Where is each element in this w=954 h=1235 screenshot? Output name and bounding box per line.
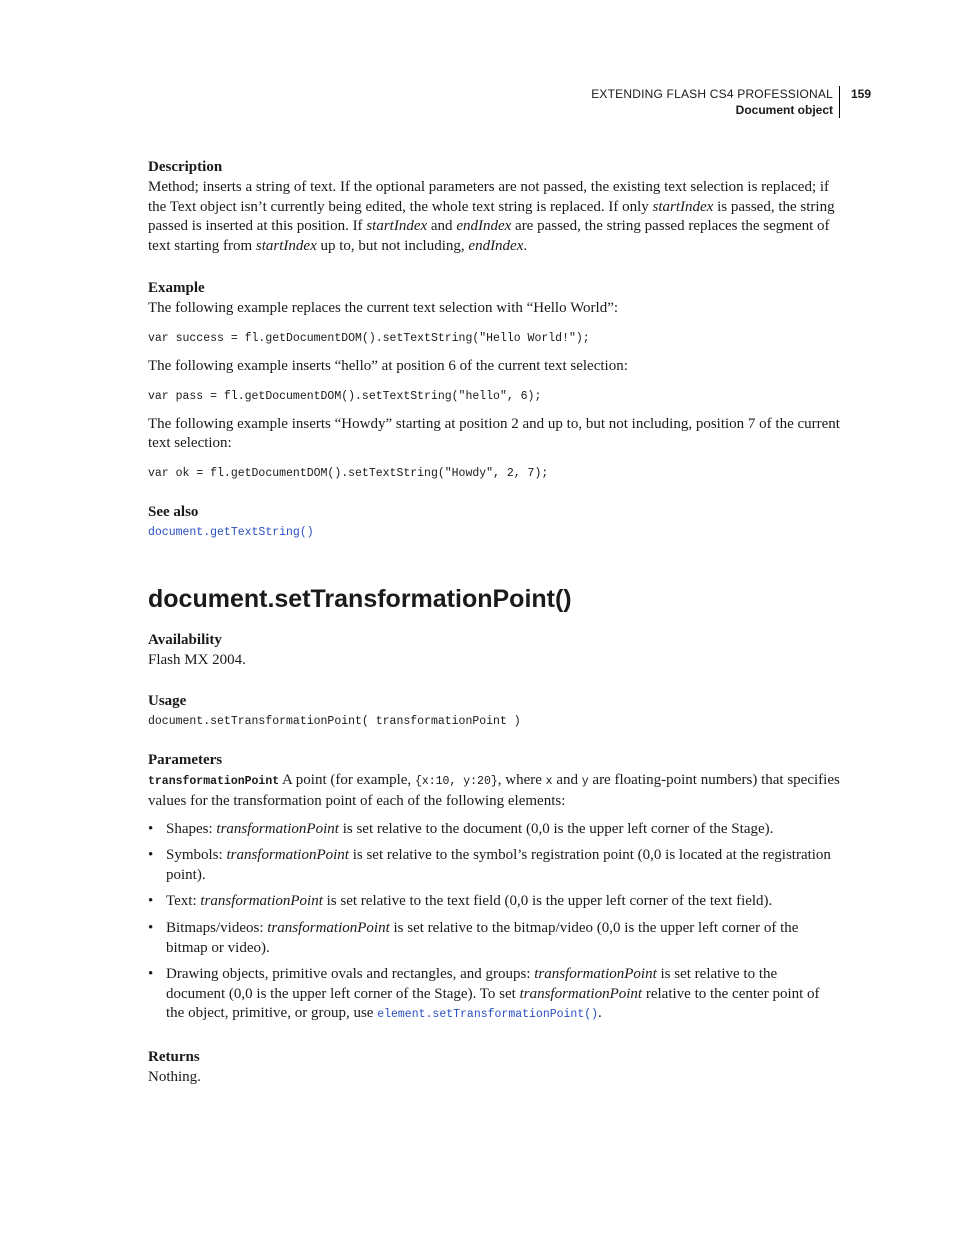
list-item-rest: is set relative to the text field (0,0 is the upper left corner of the text field). xyxy=(322,893,773,910)
list-item-end: . xyxy=(598,1005,602,1022)
header-title: EXTENDING FLASH CS4 PROFESSIONAL xyxy=(591,87,833,101)
list-item-lead: Symbols: xyxy=(166,847,227,864)
param-start-index: startIndex xyxy=(652,198,714,215)
list-item-rest-2: relative to the center point of the object, primitive, or group, use xyxy=(166,985,820,1022)
see-also-link[interactable]: document.getTextString() xyxy=(148,525,314,539)
param-text-2: , where xyxy=(497,772,546,789)
list-item-rest: is set relative to the symbol’s registration point (0,0 is located at the registration point). xyxy=(166,847,831,883)
param-text-3: and xyxy=(552,772,582,789)
list-item-lead: Text: xyxy=(166,893,201,910)
parameters-heading: Parameters xyxy=(148,752,223,769)
example-intro-1: The following example replaces the current text selection with “Hello World”: xyxy=(148,300,619,317)
list-item-lead: Shapes: xyxy=(166,820,217,837)
description-text-2: is passed, the string passed is inserted at this position. If xyxy=(148,198,835,235)
parameters-text xyxy=(148,771,840,811)
example-intro-2: The following example inserts “hello” at position 6 of the current text selection: xyxy=(148,357,628,374)
header-section: Document object xyxy=(735,103,833,117)
param-italic: transformationPoint xyxy=(226,847,349,864)
returns-heading: Returns xyxy=(148,1048,200,1065)
param-start-index: startIndex xyxy=(366,218,428,235)
bullet-mark: • xyxy=(148,919,154,936)
see-also-heading: See also xyxy=(148,503,199,520)
list-item-rest: is set relative to the bitmap/video (0,0 is the upper left corner of the bitmap or video). xyxy=(166,919,799,956)
list-item-shapes xyxy=(148,820,840,840)
description-text xyxy=(148,178,840,256)
running-header xyxy=(591,86,840,118)
page-content xyxy=(148,157,840,1087)
list-item-bitmaps xyxy=(148,919,840,958)
description-text-6: . xyxy=(523,237,528,254)
list-item-lead: Drawing objects, primitive ovals and rectangles, and groups: xyxy=(166,966,535,983)
param-x-code: x xyxy=(545,775,553,789)
description-text-1: Method; inserts a string of text. If the optional parameters are not passed, the existing text selection is replaced; if the Text object isn’t currently being edited, the whole text string is replaced. If only xyxy=(148,179,830,215)
param-example-code: {x:10, y:20} xyxy=(414,775,498,789)
list-item-drawing-objects xyxy=(148,965,840,1025)
list-item-rest: is set relative to the document (0,0 is the upper left corner of the Stage). xyxy=(338,820,774,837)
element-list xyxy=(148,820,840,1025)
param-start-index: startIndex xyxy=(255,237,317,254)
description-text-3: and xyxy=(427,218,457,235)
description-heading: Description xyxy=(148,159,223,175)
param-italic: transformationPoint xyxy=(534,966,657,983)
availability-heading: Availability xyxy=(148,631,222,648)
list-item-symbols xyxy=(148,846,840,885)
method-title: document.setTransformationPoint() xyxy=(148,584,572,613)
param-end-index: endIndex xyxy=(468,237,524,254)
code-example-1: var success = fl.getDocumentDOM().setTextString("Hello World!"); xyxy=(148,331,590,345)
page-number: 159 xyxy=(851,87,872,101)
param-italic: transformationPoint xyxy=(267,919,390,936)
availability-text: Flash MX 2004. xyxy=(148,651,246,668)
param-text-4: are floating-point numbers) that specifies values for the transformation point of each of the following elements: xyxy=(148,772,840,809)
bullet-mark: • xyxy=(148,820,154,837)
example-intro-3: The following example inserts “Howdy” starting at position 2 and up to, but not including, position 7 of the current text selection: xyxy=(148,415,840,452)
bullet-mark: • xyxy=(148,893,154,910)
bullet-mark: • xyxy=(148,966,154,983)
bullet-mark: • xyxy=(148,847,154,864)
param-name: transformationPoint xyxy=(148,775,280,789)
list-item-lead: Bitmaps/videos: xyxy=(166,919,268,936)
code-example-3: var ok = fl.getDocumentDOM().setTextString("Howdy", 2, 7); xyxy=(148,466,549,480)
element-set-transformation-point-link[interactable]: element.setTransformationPoint() xyxy=(377,1008,599,1022)
code-example-2: var pass = fl.getDocumentDOM().setTextString("hello", 6); xyxy=(148,389,542,403)
usage-code: document.setTransformationPoint( transformationPoint ) xyxy=(148,715,521,729)
usage-heading: Usage xyxy=(148,693,187,710)
param-italic: transformationPoint xyxy=(216,820,339,837)
param-end-index: endIndex xyxy=(456,218,512,235)
param-italic: transformationPoint xyxy=(519,985,643,1002)
param-y-code: y xyxy=(581,775,589,789)
description-text-5: up to, but not including, xyxy=(316,237,469,254)
example-heading: Example xyxy=(148,280,205,297)
list-item-text xyxy=(148,892,840,912)
returns-text: Nothing. xyxy=(148,1068,201,1085)
list-item-rest: is set relative to the document (0,0 is the upper left corner of the Stage). To set xyxy=(166,966,778,1002)
description-text-4: are passed, the string passed replaces the segment of text starting from xyxy=(148,218,830,254)
param-text-1: A point (for example, xyxy=(279,772,415,789)
param-italic: transformationPoint xyxy=(200,893,323,910)
